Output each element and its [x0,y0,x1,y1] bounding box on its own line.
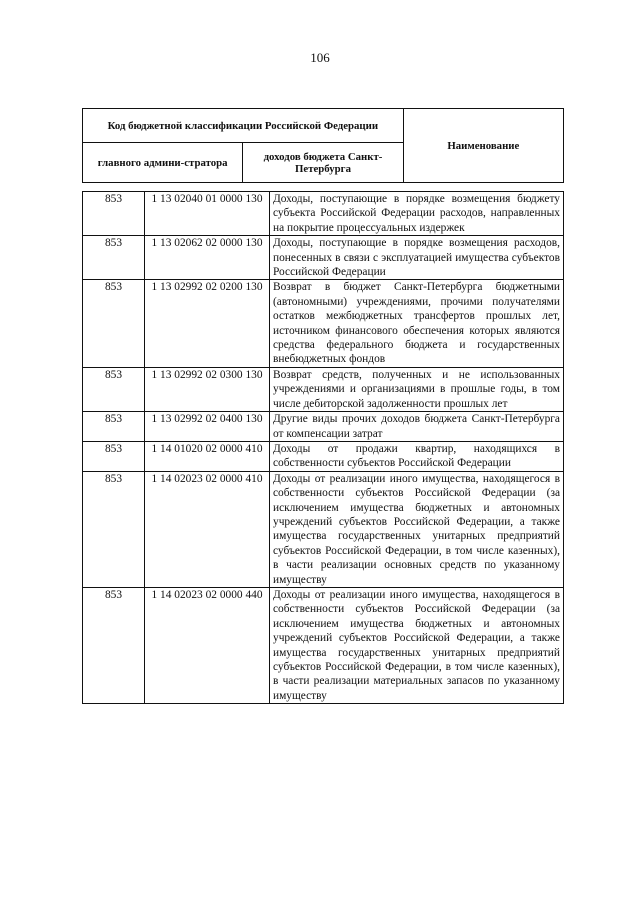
header-income: доходов бюджета Санкт-Петербурга [243,143,403,183]
income-name: Доходы, поступающие в порядке возмещения бюджету субъекта Российской Федерации расходов, направленных на покрытие процессуальных издержек [270,192,564,236]
table-row [83,280,564,367]
income-code: 1 14 01020 02 0000 410 [145,441,270,471]
income-name: Доходы от реализации иного имущества, находящегося в собственности субъектов Российской Федерации (за исключением имущества бюджетных и автономных учреждений субъектов Российской Федерации, а также имущества государственных унитарных предприятий субъектов Российской Федерации, в том числе казенных), в части реализации материальных запасов по указанному имуществу [270,587,564,703]
admin-code: 853 [83,367,145,411]
admin-code: 853 [83,192,145,236]
table-header [82,108,564,183]
admin-code: 853 [83,236,145,280]
table-body [83,192,564,704]
income-code: 1 13 02062 02 0000 130 [145,236,270,280]
income-code: 1 13 02992 02 0200 130 [145,280,270,367]
income-name: Доходы от продажи квартир, находящихся в собственности субъектов Российской Федерации [270,441,564,471]
header-name: Наименование [403,109,563,183]
table-row [83,192,564,236]
table-row [83,367,564,411]
income-code: 1 13 02992 02 0400 130 [145,412,270,442]
income-name: Доходы, поступающие в порядке возмещения расходов, понесенных в связи с эксплуатацией имущества субъектов Российской Федерации [270,236,564,280]
income-code: 1 13 02040 01 0000 130 [145,192,270,236]
table-row [83,471,564,587]
header-admin: главного админи-стратора [83,143,243,183]
table-row [83,236,564,280]
income-code: 1 14 02023 02 0000 410 [145,471,270,587]
table-row [83,441,564,471]
income-code: 1 14 02023 02 0000 440 [145,587,270,703]
admin-code: 853 [83,280,145,367]
admin-code: 853 [83,471,145,587]
table-row [83,587,564,703]
income-name: Доходы от реализации иного имущества, находящегося в собственности субъектов Российской Федерации (за исключением имущества бюджетных и автономных учреждений субъектов Российской Федерации, а также имущества государственных унитарных предприятий субъектов Российской Федерации, в том числе казенных), в части реализации основных средств по указанному имуществу [270,471,564,587]
income-name: Другие виды прочих доходов бюджета Санкт-Петербурга от компенсации затрат [270,412,564,442]
admin-code: 853 [83,587,145,703]
income-name: Возврат средств, полученных и не использованных учреждениями и организациями в прошлые годы, в том числе дебиторской задолженности прошлых лет [270,367,564,411]
income-code: 1 13 02992 02 0300 130 [145,367,270,411]
page-number: 106 [310,50,330,65]
data-table [82,191,564,704]
income-name: Возврат в бюджет Санкт-Петербурга бюджетными (автономными) учреждениями, прочими получателями остатков межбюджетных трансфертов прошлых лет, источником финансового обеспечения которых являются средства федерального бюджета и государственных внебюджетных фондов [270,280,564,367]
admin-code: 853 [83,412,145,442]
header-group-title: Код бюджетной классификации Российской Федерации [83,109,404,143]
admin-code: 853 [83,441,145,471]
table-row [83,412,564,442]
